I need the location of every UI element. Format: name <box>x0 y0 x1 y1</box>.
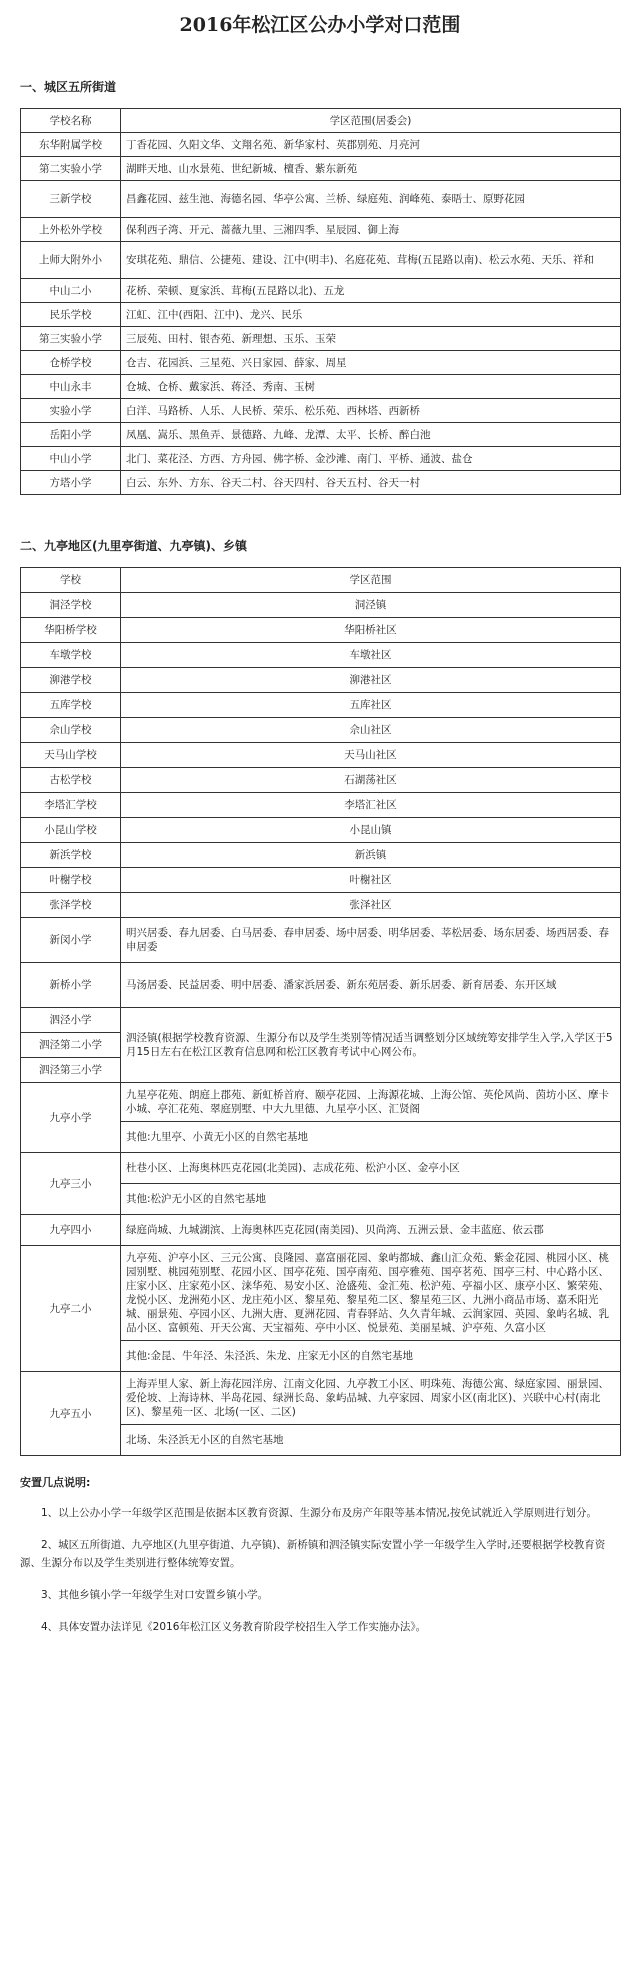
column-header-school: 学校名称 <box>21 109 121 133</box>
school-range: 安琪花苑、鼎信、公捷苑、建设、江中(明丰)、名庭花苑、茸梅(五昆路以南)、松云水苑、天乐、祥和 <box>121 242 621 279</box>
section2-heading: 二、九亭地区(九里亭街道、九亭镇)、乡镇 <box>20 539 247 553</box>
school-range: 叶榭社区 <box>121 868 621 893</box>
column-header-range: 学区范围(居委会) <box>121 109 621 133</box>
school-name: 上师大附外小 <box>21 242 121 279</box>
school-name: 九亭四小 <box>21 1215 121 1246</box>
school-range: 洞泾镇 <box>121 593 621 618</box>
table-row <box>21 818 621 843</box>
section1-heading: 一、城区五所街道 <box>20 80 117 94</box>
table-row <box>21 693 621 718</box>
school-range: 江虹、江中(西阳、江中)、龙兴、民乐 <box>121 303 621 327</box>
school-name: 佘山学校 <box>21 718 121 743</box>
school-range: 杜巷小区、上海奥林匹克花园(北美园)、志成花苑、松沪小区、金亭小区 <box>121 1153 621 1184</box>
school-name: 民乐学校 <box>21 303 121 327</box>
school-range: 明兴居委、春九居委、白马居委、春申居委、场中居委、明华居委、莘松居委、场东居委、场西居委、春申居委 <box>121 918 621 963</box>
table-row <box>21 893 621 918</box>
school-range: 石湖荡社区 <box>121 768 621 793</box>
school-range: 新浜镇 <box>121 843 621 868</box>
school-name: 叶榭学校 <box>21 868 121 893</box>
note-item: 1、以上公办小学一年级学区范围是依据本区教育资源、生源分布及房产年限等基本情况,按免试就近入学原则进行划分。 <box>41 1507 598 1519</box>
school-name: 天马山学校 <box>21 743 121 768</box>
school-name: 实验小学 <box>21 399 121 423</box>
table-row <box>21 618 621 643</box>
school-name: 李塔汇学校 <box>21 793 121 818</box>
school-range: 李塔汇社区 <box>121 793 621 818</box>
school-range: 白云、东外、方东、谷天二村、谷天四村、谷天五村、谷天一村 <box>121 471 621 495</box>
school-name: 五库学校 <box>21 693 121 718</box>
school-name: 上外松外学校 <box>21 218 121 242</box>
table-row <box>21 668 621 693</box>
school-name: 车墩学校 <box>21 643 121 668</box>
urban-school-table <box>20 108 621 495</box>
school-range: 上海弄里人家、新上海花园洋房、江南文化园、九亭教工小区、明珠苑、海德公寓、绿庭家园、丽景园、爱伦坡、上海诗林、半岛花园、绿洲长岛、象屿品城、九亭家园、周家小区(南北区)、兴联中心村(南北区)、黎星苑一区、北场(一区、二区) <box>121 1372 621 1425</box>
school-range: 丁香花园、久阳文华、文翔名苑、新华家村、英郡别苑、月亮河 <box>121 133 621 157</box>
school-range: 北门、菜花泾、方西、方舟园、佛字桥、金沙滩、南门、平桥、通波、盐仓 <box>121 447 621 471</box>
school-name: 方塔小学 <box>21 471 121 495</box>
table-row <box>21 181 621 218</box>
table-row <box>21 218 621 242</box>
school-range: 马汤居委、民益居委、明中居委、潘家浜居委、新东苑居委、新乐居委、新育居委、东开区域 <box>121 963 621 1008</box>
table-row <box>21 1246 621 1341</box>
school-name: 古松学校 <box>21 768 121 793</box>
school-name: 九亭小学 <box>21 1083 121 1153</box>
school-range: 湖畔天地、山水景苑、世纪新城、檀香、紫东新苑 <box>121 157 621 181</box>
school-name: 中山小学 <box>21 447 121 471</box>
table-row <box>21 793 621 818</box>
school-name: 华阳桥学校 <box>21 618 121 643</box>
table-row <box>21 593 621 618</box>
table-row <box>21 1372 621 1425</box>
school-name: 第二实验小学 <box>21 157 121 181</box>
school-range: 张泽社区 <box>121 893 621 918</box>
school-range: 北场、朱泾浜无小区的自然宅基地 <box>121 1425 621 1456</box>
table-row <box>21 918 621 963</box>
table-row <box>21 303 621 327</box>
school-range: 小昆山镇 <box>121 818 621 843</box>
table-header-row <box>21 568 621 593</box>
table-row <box>21 868 621 893</box>
table-row <box>21 375 621 399</box>
table-row <box>21 351 621 375</box>
table-row <box>21 471 621 495</box>
school-range: 华阳桥社区 <box>121 618 621 643</box>
column-header-range: 学区范围 <box>121 568 621 593</box>
school-range: 泗泾镇(根据学校教育资源、生源分布以及学生类别等情况适当调整划分区域统筹安排学生入学,入学区于5月15日左右在松江区教育信息网和松江区教育考试中心网公布。 <box>121 1008 621 1083</box>
page-title: 2016年松江区公办小学对口范围 <box>179 14 461 36</box>
table-row <box>21 157 621 181</box>
school-name: 中山永丰 <box>21 375 121 399</box>
school-name: 三新学校 <box>21 181 121 218</box>
school-range: 佘山社区 <box>121 718 621 743</box>
table-row <box>21 133 621 157</box>
table-row <box>21 447 621 471</box>
school-range: 昌鑫花园、兹生池、海德名园、华亭公寓、兰桥、绿庭苑、润峰苑、泰晤士、原野花园 <box>121 181 621 218</box>
table-header-row <box>21 109 621 133</box>
school-range: 九星亭花苑、朗庭上郡苑、新虹桥首府、颐亭花园、上海源花城、上海公馆、英伦风尚、茵坊小区、摩卡小城、亭汇花苑、翠庭别墅、中大九里德、九星亭小区、汇贤阁 <box>121 1083 621 1122</box>
school-name: 中山二小 <box>21 279 121 303</box>
school-name: 第三实验小学 <box>21 327 121 351</box>
table-row <box>21 399 621 423</box>
school-name: 九亭五小 <box>21 1372 121 1456</box>
table-row <box>21 1153 621 1184</box>
table-row <box>21 1083 621 1122</box>
school-name: 泗泾小学 <box>21 1008 121 1033</box>
notes-section <box>20 1474 620 1636</box>
school-name: 小昆山学校 <box>21 818 121 843</box>
school-name: 泗泾第二小学 <box>21 1033 121 1058</box>
school-range: 其他:松沪无小区的自然宅基地 <box>121 1184 621 1215</box>
jiuting-town-school-table <box>20 567 621 1456</box>
table-row <box>21 242 621 279</box>
table-row <box>21 1008 621 1033</box>
school-range: 凤凰、嵩乐、黑鱼弄、景德路、九峰、龙潭、太平、长桥、醉白池 <box>121 423 621 447</box>
table-row <box>21 327 621 351</box>
school-range: 五库社区 <box>121 693 621 718</box>
school-name: 泖港学校 <box>21 668 121 693</box>
school-range: 绿庭尚城、九城湖滨、上海奥林匹克花园(南美园)、贝尚湾、五洲云景、金丰蓝庭、依云郡 <box>121 1215 621 1246</box>
school-name: 洞泾学校 <box>21 593 121 618</box>
school-range: 其他:金昆、牛年泾、朱泾浜、朱龙、庄家无小区的自然宅基地 <box>121 1341 621 1372</box>
school-name: 张泽学校 <box>21 893 121 918</box>
school-range: 仓吉、花园浜、三星苑、兴日家园、薛家、周星 <box>121 351 621 375</box>
school-name: 新桥小学 <box>21 963 121 1008</box>
note-item: 3、其他乡镇小学一年级学生对口安置乡镇小学。 <box>41 1589 269 1601</box>
notes-heading: 安置几点说明: <box>20 1476 91 1489</box>
school-name: 九亭三小 <box>21 1153 121 1215</box>
school-range: 白洋、马路桥、人乐、人民桥、荣乐、松乐苑、西林塔、西新桥 <box>121 399 621 423</box>
school-name: 九亭二小 <box>21 1246 121 1372</box>
table-row <box>21 643 621 668</box>
table-row <box>21 963 621 1008</box>
note-item: 2、城区五所街道、九亭地区(九里亭街道、九亭镇)、新桥镇和泗泾镇实际安置小学一年级学生入学时,还要根据学校教育资源、生源分布以及学生类别进行整体统筹安置。 <box>20 1539 606 1569</box>
school-name: 新浜学校 <box>21 843 121 868</box>
table-row <box>21 718 621 743</box>
school-range: 泖港社区 <box>121 668 621 693</box>
table-row <box>21 743 621 768</box>
note-item: 4、具体安置办法详见《2016年松江区义务教育阶段学校招生入学工作实施办法》。 <box>41 1621 427 1633</box>
school-range: 花桥、荣顿、夏家浜、茸梅(五昆路以北)、五龙 <box>121 279 621 303</box>
school-range: 保利西子湾、开元、蔷薇九里、三湘四季、星辰园、御上海 <box>121 218 621 242</box>
school-range: 仓城、仓桥、戴家浜、蒋泾、秀南、玉树 <box>121 375 621 399</box>
school-range: 天马山社区 <box>121 743 621 768</box>
column-header-school: 学校 <box>21 568 121 593</box>
table-row <box>21 768 621 793</box>
table-row <box>21 423 621 447</box>
table-row <box>21 279 621 303</box>
school-name: 岳阳小学 <box>21 423 121 447</box>
table-row <box>21 1215 621 1246</box>
school-name: 新闵小学 <box>21 918 121 963</box>
school-range: 九亭苑、沪亭小区、三元公寓、良隆园、嘉富丽花园、象屿都城、鑫山汇众苑、紫金花园、桃园小区、桃园别墅、桃园苑别墅、花园小区、国亭花苑、国亭南苑、国亭雅苑、国亭茗苑、国亭三村、中心路小区、庄家小区、庄家苑小区、涞华苑、易安小区、沧盛苑、金汇苑、松沪苑、亭福小区、康亭小区、繁荣苑、龙悦小区、龙洲苑小区、龙庄苑小区、黎星苑、黎星苑二区、黎星苑三区、九洲小商品市场、嘉禾阳光城、丽景苑、亭园小区、九洲大唐、夏洲花园、青春驿站、久久青年城、云润家园、英园、象屿名城、乳品小区、富顿苑、开天公寓、天宝福苑、亭中小区、悦景苑、美丽星城、沪亭苑、久富小区 <box>121 1246 621 1341</box>
school-name: 仓桥学校 <box>21 351 121 375</box>
school-name: 泗泾第三小学 <box>21 1058 121 1083</box>
school-range: 车墩社区 <box>121 643 621 668</box>
school-name: 东华附属学校 <box>21 133 121 157</box>
table-row <box>21 843 621 868</box>
school-range: 其他:九里亭、小黄无小区的自然宅基地 <box>121 1122 621 1153</box>
school-range: 三辰苑、田村、银杏苑、新理想、玉乐、玉荣 <box>121 327 621 351</box>
